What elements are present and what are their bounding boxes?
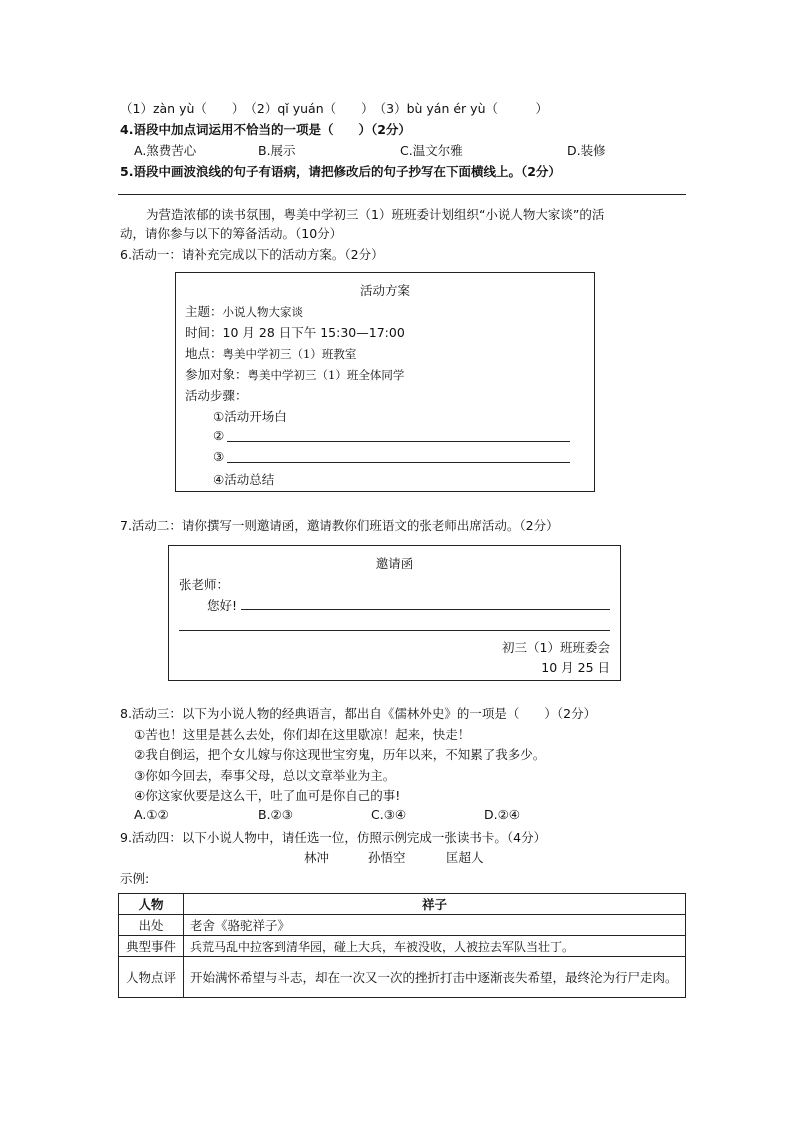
plan-step-3-blank[interactable]	[227, 462, 570, 463]
q6-stem: 6.活动一：请补充完成以下的活动方案。（2分）	[120, 247, 384, 262]
plan-time	[185, 323, 405, 341]
invitation-salutation: 张老师：	[179, 577, 230, 592]
q4-stem: 4.语段中加点词运用不恰当的一项是（ ）（2分）	[120, 122, 411, 137]
q8-option-d: D.②④	[484, 807, 521, 822]
q9-name-3: 匡超人	[446, 850, 484, 865]
plan-step-2-blank[interactable]	[227, 441, 570, 442]
q4-option-d: D.装修	[567, 143, 606, 158]
plan-steps-label: 活动步骤：	[185, 388, 248, 403]
table-cell: 兵荒马乱中拉客到清华园，碰上大兵，车被没收，人被拉去军队当壮丁。	[184, 936, 686, 957]
plan-step-1: ①活动开场白	[213, 409, 287, 424]
q4-option-a: A.煞费苦心	[134, 143, 197, 158]
invitation-date: 10 月 25 日	[541, 660, 610, 675]
plan-step-2: ②	[213, 428, 225, 443]
q7-stem: 7.活动二：请你撰写一则邀请函，邀请教你们班语文的张老师出席活动。（2分）	[120, 518, 559, 533]
q5-answer-line[interactable]	[118, 194, 686, 195]
plan-target-label: 参加对象：	[185, 367, 248, 382]
q8-stem: 8.活动三：以下为小说人物的经典语言，都出自《儒林外史》的一项是（ ）（2分）	[120, 706, 597, 721]
q9-name-1: 林冲	[304, 850, 330, 865]
table-header-cell: 人物	[119, 894, 184, 915]
example-label: 示例:	[120, 871, 150, 886]
plan-theme-value: 小说人物大家谈	[222, 305, 304, 319]
table-cell: 开始满怀希望与斗志，却在一次又一次的挫折打击中逐渐丧失希望，最终沦为行尸走肉。	[184, 957, 686, 998]
plan-time-label: 时间：	[185, 325, 223, 340]
table-header-cell: 祥子	[184, 894, 686, 915]
plan-theme-label: 主题：	[185, 304, 223, 319]
pinyin-line: （1）zàn yù（ ） （2）qǐ yuán（ ） （3）bù yán ér yù（ ）	[120, 101, 548, 116]
plan-place-label: 地点：	[185, 346, 223, 361]
activity-plan-box	[175, 272, 595, 492]
table-row-label: 人物点评	[119, 957, 184, 998]
table-row	[119, 957, 686, 998]
q4-option-b: B.展示	[258, 143, 296, 158]
table-row	[119, 936, 686, 957]
table-header-row	[119, 894, 686, 915]
q8-option-a: A.①②	[134, 807, 169, 822]
invitation-blank-1[interactable]	[241, 609, 610, 610]
plan-place-value: 粤美中学初三（1）班教室	[222, 347, 357, 361]
plan-place	[185, 344, 356, 362]
invitation-greeting: 您好!	[207, 598, 238, 613]
table-row-label: 典型事件	[119, 936, 184, 957]
intro-line-1: 为营造浓郁的读书氛围，粤美中学初三（1）班班委计划组织“小说人物大家谈”的活	[146, 207, 605, 222]
q9-stem: 9.活动四：以下小说人物中，请任选一位，仿照示例完成一张读书卡。（4分）	[120, 830, 547, 845]
q5-stem: 5.语段中画波浪线的句子有语病，请把修改后的句子抄写在下面横线上。（2分）	[120, 164, 561, 179]
q8-option-b: B.②③	[258, 807, 293, 822]
q8-item-1: ①苦也！这里是甚么去处，你们却在这里歇凉！起来，快走！	[134, 727, 471, 742]
invitation-blank-2[interactable]	[179, 630, 610, 631]
reading-card-example-table	[118, 893, 686, 998]
plan-target	[185, 365, 404, 383]
q8-item-4: ④你这家伙要是这么干，吐了血可是你自己的事!	[134, 788, 401, 803]
table-row	[119, 915, 686, 936]
plan-step-4: ④活动总结	[213, 472, 275, 487]
q8-item-3: ③你如今回去，奉事父母，总以文章举业为主。	[134, 768, 396, 783]
plan-theme	[185, 302, 303, 320]
invitation-signer: 初三（1）班班委会	[502, 640, 610, 655]
plan-target-value: 粤美中学初三（1）班全体同学	[247, 368, 405, 382]
invitation-box	[168, 545, 621, 681]
plan-title: 活动方案	[359, 283, 410, 298]
q4-option-c: C.温文尔雅	[400, 143, 463, 158]
q8-item-2: ②我自倒运，把个女儿嫁与你这现世宝穷鬼，历年以来，不知累了我多少。	[134, 747, 546, 762]
q9-name-2: 孙悟空	[368, 850, 406, 865]
table-row-label: 出处	[119, 915, 184, 936]
q8-option-c: C.③④	[371, 807, 407, 822]
plan-step-3: ③	[213, 449, 225, 464]
intro-line-2: 动，请你参与以下的筹备活动。（10分）	[120, 226, 343, 241]
plan-time-value: 10 月 28 日下午 15:30—17:00	[222, 325, 405, 340]
invitation-title: 邀请函	[375, 556, 414, 571]
table-cell: 老舍《骆驼祥子》	[184, 915, 686, 936]
